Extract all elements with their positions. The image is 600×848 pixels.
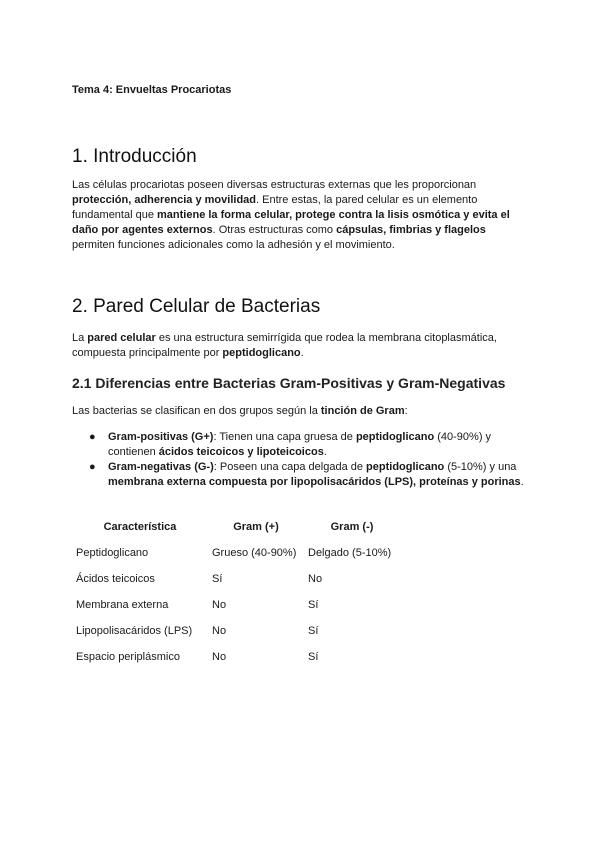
intro-paragraph: Las células procariotas poseen diversas estructuras externas que les proporcionan protección, adherencia y movilidad. Entre estas, la pared celular es un elemento fundamental que mantiene la forma celular, protege contra la lisis osmótica y evita el daño por agentes externos. Otras estructuras como cápsulas, fimbrias y flagelos permiten funciones adicionales como la adhesión y el movimiento. [72, 179, 510, 251]
table-cell: No [212, 599, 227, 611]
table-row [72, 592, 400, 618]
gram-intro-paragraph: Las bacterias se clasifican en dos grupos según la tinción de Gram: [72, 405, 408, 417]
table-cell: Membrana externa [76, 599, 169, 611]
table-cell: No [212, 651, 227, 663]
gram-comparison-table [72, 514, 400, 670]
bullet-icon: ● [89, 431, 96, 443]
gram-bullet-list [72, 430, 528, 490]
table-header-cell: Gram (-) [330, 521, 374, 533]
table-row [72, 644, 400, 670]
document-title: Tema 4: Envueltas Procariotas [72, 84, 232, 96]
table-cell: Lipopolisacáridos (LPS) [76, 625, 193, 637]
bullet-icon: ● [89, 461, 96, 473]
list-item: ● Gram-positivas (G+): Tienen una capa gruesa de peptidoglicano (40-90%) y contienen ácidos teicoicos y lipoteicoicos. [89, 431, 492, 458]
table-header-cell: Característica [103, 521, 177, 533]
table-row [72, 566, 400, 592]
table-header-row [72, 514, 400, 540]
table-cell: No [212, 625, 227, 637]
subsection-heading-gram: 2.1 Diferencias entre Bacterias Gram-Positivas y Gram-Negativas [72, 375, 506, 391]
list-item: ● Gram-negativas (G-): Poseen una capa delgada de peptidoglicano (5-10%) y una membrana externa compuesta por lipopolisacáridos (LPS), proteínas y porinas. [89, 461, 524, 488]
table-cell: Sí [308, 625, 319, 637]
table-row [72, 540, 400, 566]
table-cell: Grueso (40-90%) [212, 547, 297, 559]
section-heading-introduccion: 1. Introducción [72, 146, 197, 167]
table-cell: Sí [212, 573, 223, 585]
table-header-cell: Gram (+) [233, 521, 279, 533]
table-cell: Peptidoglicano [76, 547, 149, 559]
table-cell: Sí [308, 651, 319, 663]
table-cell: Delgado (5-10%) [308, 547, 392, 559]
table-cell: Sí [308, 599, 319, 611]
table-cell: No [308, 573, 323, 585]
section-heading-pared-celular: 2. Pared Celular de Bacterias [72, 296, 321, 317]
wall-paragraph: La pared celular es una estructura semirrígida que rodea la membrana citoplasmática, compuesta principalmente por peptidoglicano. [72, 332, 497, 359]
table-row [72, 618, 400, 644]
table-cell: Ácidos teicoicos [76, 573, 155, 585]
table-cell: Espacio periplásmico [76, 651, 180, 663]
